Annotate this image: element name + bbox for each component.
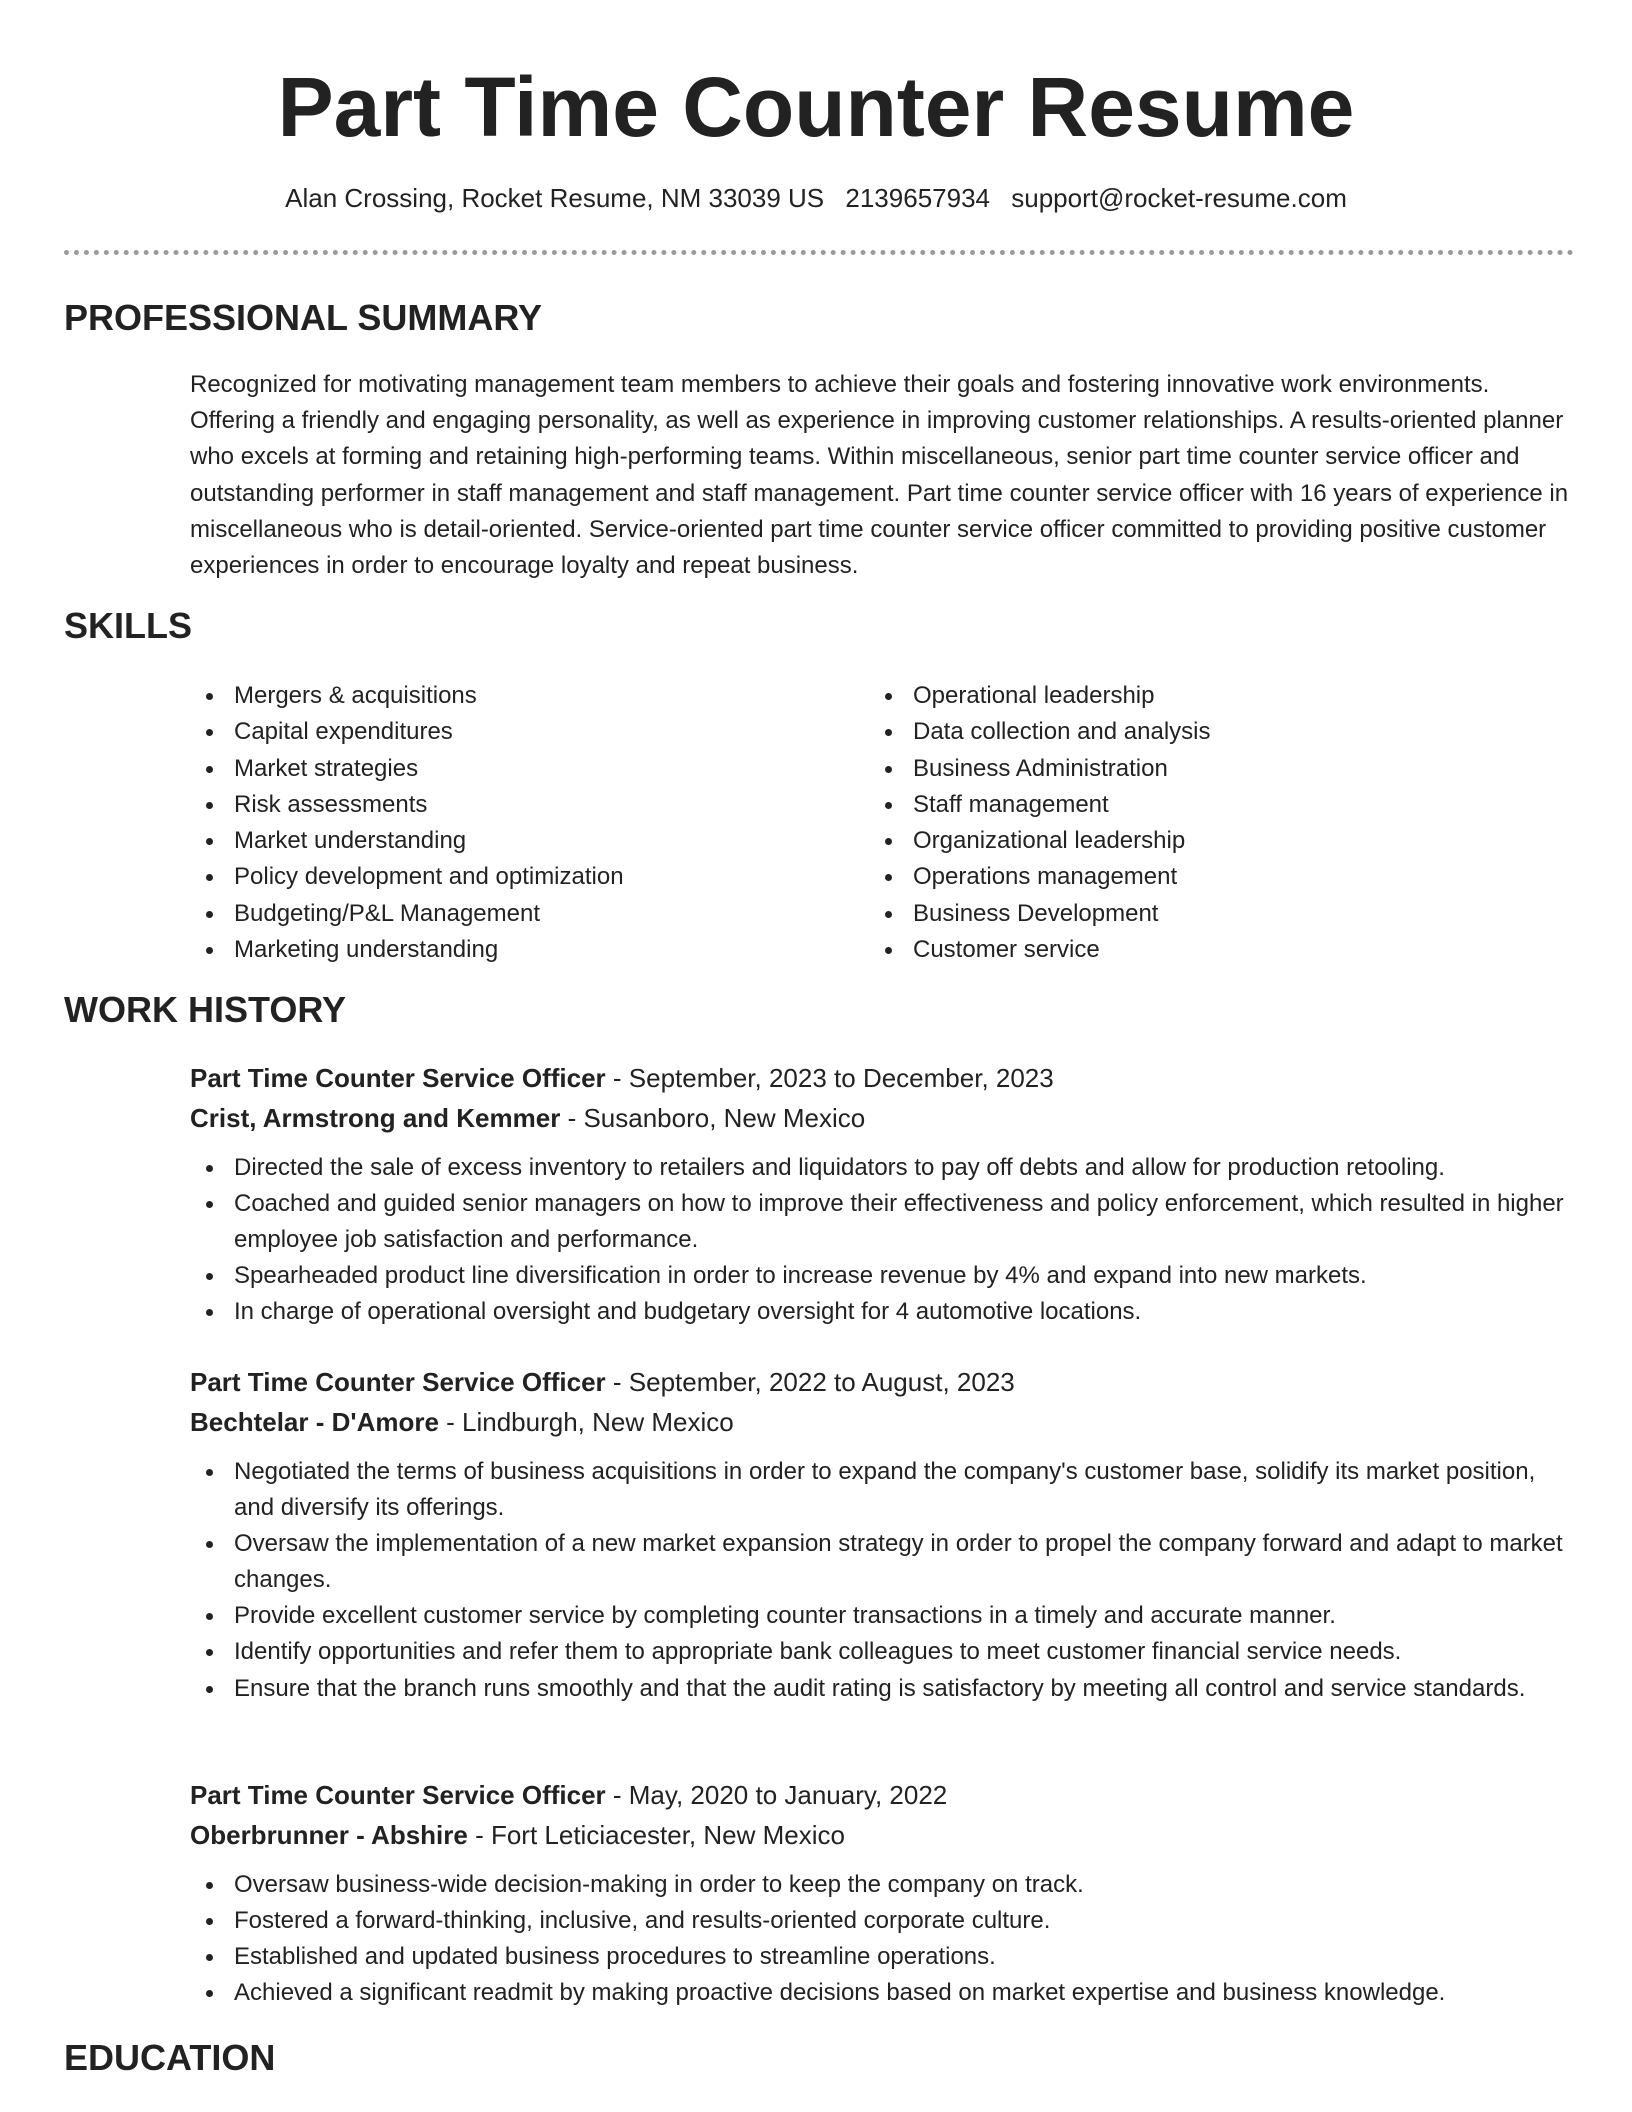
contact-phone: 2139657934 [845, 183, 990, 213]
skill-item: Business Development [869, 896, 1211, 932]
job-company-line [190, 1815, 1570, 1855]
resume-title: Part Time Counter Resume [277, 60, 1355, 154]
header-divider [64, 250, 1574, 255]
job-company: Oberbrunner - Abshire [190, 1820, 468, 1850]
skill-item: Business Administration [869, 751, 1211, 787]
job-company: Crist, Armstrong and Kemmer [190, 1103, 561, 1133]
skill-item: Data collection and analysis [869, 714, 1211, 750]
job-location: - Susanboro, New Mexico [560, 1103, 866, 1133]
skill-item: Staff management [869, 787, 1211, 823]
contact-address: Alan Crossing, Rocket Resume, NM 33039 US [285, 183, 825, 213]
job-company-line [190, 1402, 1570, 1442]
job-bullets [190, 1454, 1570, 1707]
job-dates: - May, 2020 to January, 2022 [605, 1780, 948, 1810]
job-bullet: Fostered a forward-thinking, inclusive, and results-oriented corporate culture. [190, 1903, 1570, 1939]
job-title: Part Time Counter Service Officer [190, 1367, 606, 1397]
skill-item: Budgeting/P&L Management [190, 896, 624, 932]
contact-line [0, 180, 1632, 216]
job-bullet: Spearheaded product line diversification in order to increase revenue by 4% and expand into new markets. [190, 1258, 1570, 1294]
job-location: - Lindburgh, New Mexico [438, 1407, 734, 1437]
job-title: Part Time Counter Service Officer [190, 1780, 606, 1810]
skill-item: Marketing understanding [190, 932, 624, 968]
job-entry [190, 1775, 1570, 2011]
job-bullet: Oversaw business-wide decision-making in order to keep the company on track. [190, 1867, 1570, 1903]
job-bullet: Achieved a significant readmit by making proactive decisions based on market expertise and business knowledge. [190, 1975, 1570, 2011]
skill-item: Market strategies [190, 751, 624, 787]
job-bullet: Identify opportunities and refer them to appropriate bank colleagues to meet customer financial service needs. [190, 1634, 1570, 1670]
job-bullet: Coached and guided senior managers on how to improve their effectiveness and policy enforcement, which resulted in higher employee job satisfaction and performance. [190, 1186, 1570, 1258]
contact-email: support@rocket-resume.com [1011, 183, 1347, 213]
job-dates: - September, 2022 to August, 2023 [605, 1367, 1015, 1397]
job-bullet: Directed the sale of excess inventory to retailers and liquidators to pay off debts and allow for production retooling. [190, 1150, 1570, 1186]
job-title-line [190, 1362, 1570, 1402]
job-title: Part Time Counter Service Officer [190, 1063, 606, 1093]
education-heading: EDUCATION [64, 2037, 276, 2078]
job-company-line [190, 1098, 1570, 1138]
skills-heading: SKILLS [64, 605, 193, 646]
skills-list-left [190, 678, 624, 968]
skill-item: Capital expenditures [190, 714, 624, 750]
skill-item: Customer service [869, 932, 1211, 968]
summary-text: Recognized for motivating management team members to achieve their goals and fostering innovative work environments. Offering a friendly and engaging personality, as well as experience in improving customer relationships. A results-oriented planner who excels at forming and retaining high-performing teams. Within miscellaneous, senior part time counter service officer and outstanding performer in staff management and staff management. Part time counter service officer with 16 years of experience in miscellaneous who is detail-oriented. Service-oriented part time counter service officer committed to providing positive customer experiences in order to encourage loyalty and repeat business. [190, 371, 1569, 580]
skill-item: Market understanding [190, 823, 624, 859]
job-entry [190, 1058, 1570, 1330]
skills-list-right [869, 678, 1211, 968]
job-title-line [190, 1058, 1570, 1098]
job-bullet: Provide excellent customer service by completing counter transactions in a timely and accurate manner. [190, 1598, 1570, 1634]
skill-item: Risk assessments [190, 787, 624, 823]
job-company: Bechtelar - D'Amore [190, 1407, 439, 1437]
job-bullets [190, 1150, 1570, 1330]
job-bullets [190, 1867, 1570, 2011]
job-bullet: Negotiated the terms of business acquisitions in order to expand the company's customer base, solidify its market position, and diversify its offerings. [190, 1454, 1570, 1526]
summary-heading: PROFESSIONAL SUMMARY [64, 297, 543, 338]
skill-item: Operations management [869, 859, 1211, 895]
job-bullet: In charge of operational oversight and budgetary oversight for 4 automotive locations. [190, 1294, 1570, 1330]
job-location: - Fort Leticiacester, New Mexico [467, 1820, 845, 1850]
skill-item: Operational leadership [869, 678, 1211, 714]
skill-item: Policy development and optimization [190, 859, 624, 895]
job-bullet: Ensure that the branch runs smoothly and that the audit rating is satisfactory by meeting all control and service standards. [190, 1671, 1570, 1707]
job-bullet: Oversaw the implementation of a new market expansion strategy in order to propel the company forward and adapt to market changes. [190, 1526, 1570, 1598]
job-bullet: Established and updated business procedures to streamline operations. [190, 1939, 1570, 1975]
job-entry [190, 1362, 1570, 1707]
skill-item: Mergers & acquisitions [190, 678, 624, 714]
job-title-line [190, 1775, 1570, 1815]
skill-item: Organizational leadership [869, 823, 1211, 859]
job-dates: - September, 2023 to December, 2023 [605, 1063, 1054, 1093]
work-history-heading: WORK HISTORY [64, 989, 347, 1030]
